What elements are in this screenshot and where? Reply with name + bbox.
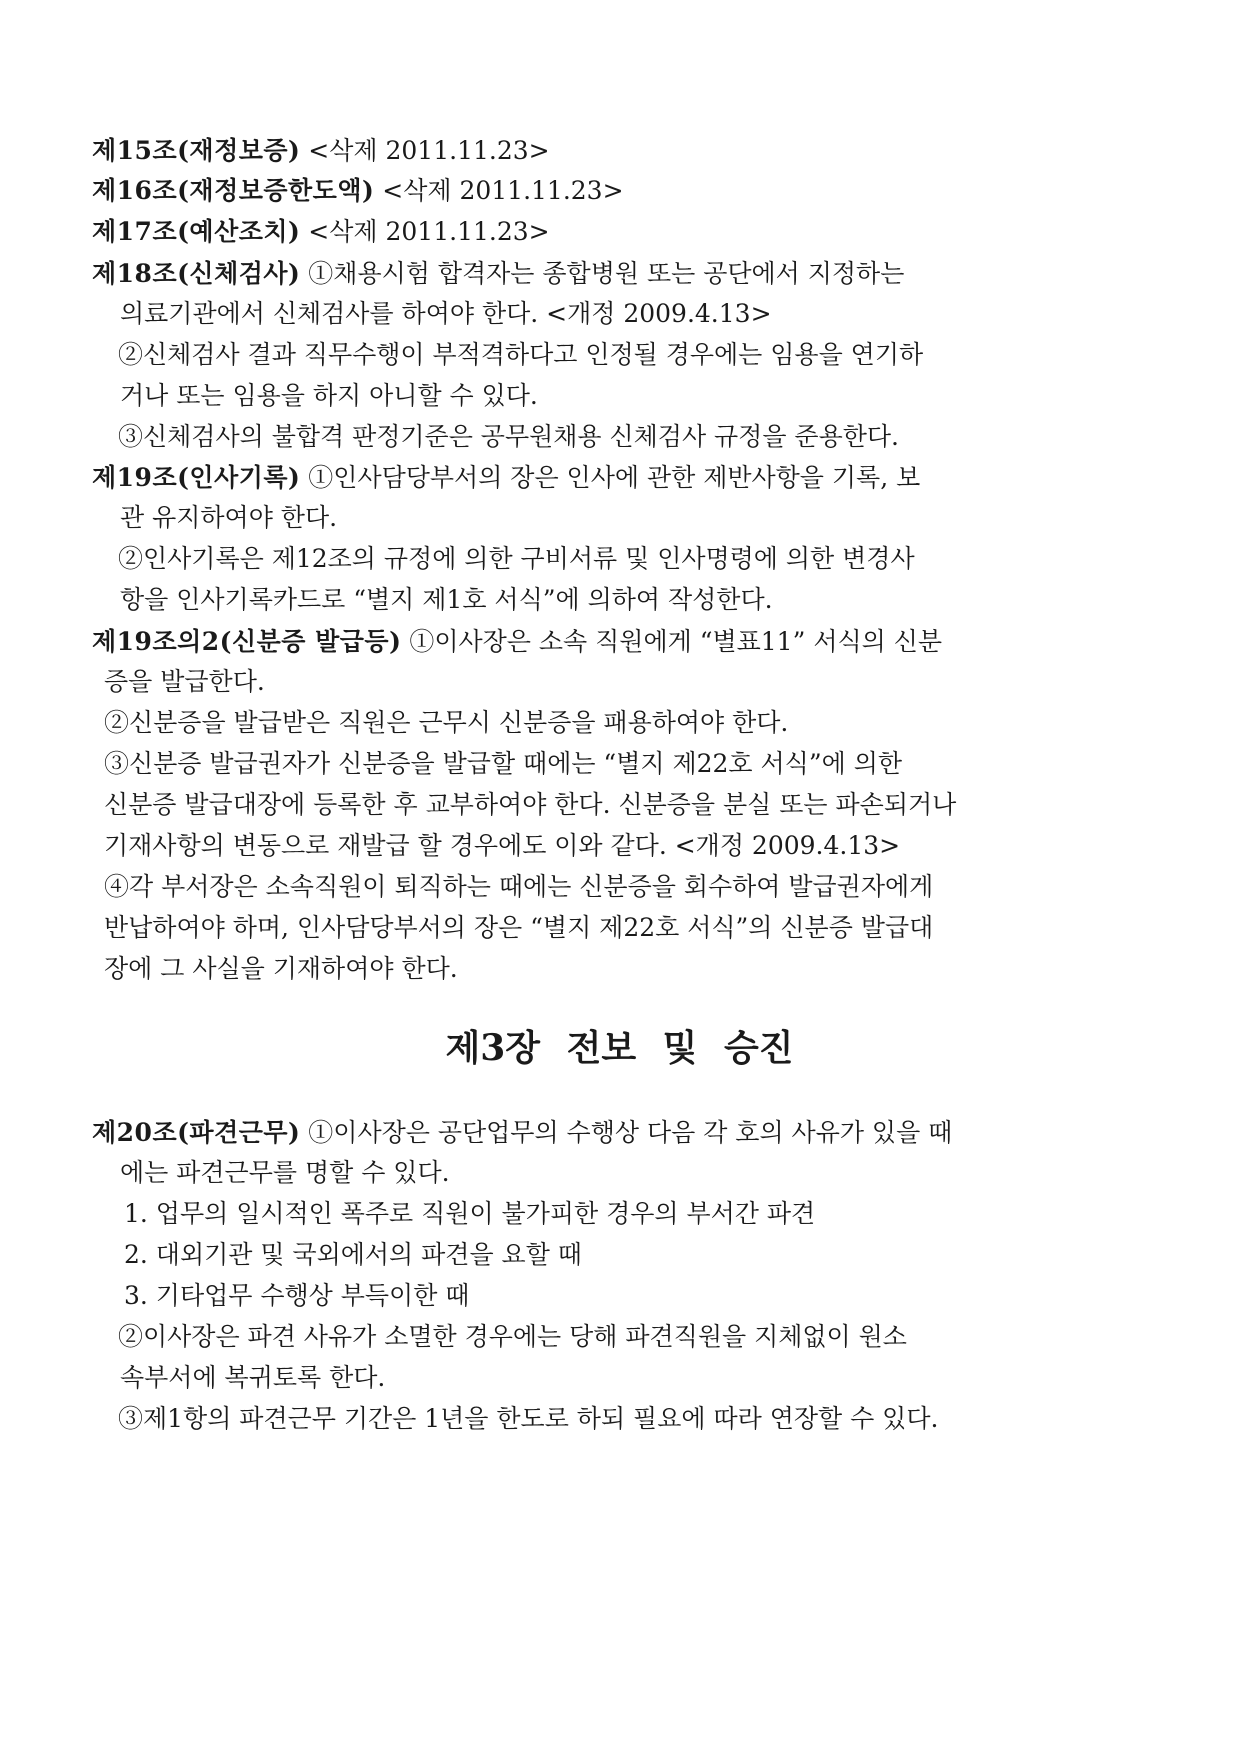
article-18-line-1: ①채용시험 합격자는 종합병원 또는 공단에서 지정하는 [300, 259, 905, 288]
article-18-line-4: 거나 또는 임용을 하지 아니할 수 있다. [120, 381, 538, 410]
article-19 [0, 458, 1239, 498]
article-20-item-1: 1. 업무의 일시적인 폭주로 직원이 불가피한 경우의 부서간 파견 [124, 1199, 816, 1228]
article-20-line-1: ①이사장은 공단업무의 수행상 다음 각 호의 사유가 있을 때 [300, 1118, 953, 1147]
article-18 [0, 254, 1239, 294]
article-19-2-line-8: 반납하여야 하며, 인사담당부서의 장은 “별지 제22호 서식”의 신분증 발급대 [104, 913, 934, 942]
article-17-heading: 제17조(예산조치) [92, 217, 301, 246]
article-20-line-6: ②이사장은 파견 사유가 소멸한 경우에는 당해 파견직원을 지체없이 원소 [118, 1322, 907, 1351]
article-15-text: <삭제 2011.11.23> [300, 136, 550, 165]
article-19-line-1: ①인사담당부서의 장은 인사에 관한 제반사항을 기록, 보 [300, 463, 921, 492]
article-17 [0, 212, 1239, 252]
article-15 [0, 131, 1239, 171]
article-20-heading: 제20조(파견근무) [92, 1118, 301, 1147]
article-15-heading: 제15조(재정보증) [92, 136, 301, 165]
article-18-line-2: 의료기관에서 신체검사를 하여야 한다. <개정 2009.4.13> [120, 299, 772, 328]
article-16-heading: 제16조(재정보증한도액) [92, 176, 375, 205]
article-19-2-line-2: 증을 발급한다. [104, 667, 265, 696]
article-19-2 [0, 622, 1239, 662]
article-19-line-3: ②인사기록은 제12조의 규정에 의한 구비서류 및 인사명령에 의한 변경사 [118, 544, 915, 573]
article-20 [0, 1113, 1239, 1153]
article-18-line-5: ③신체검사의 불합격 판정기준은 공무원채용 신체검사 규정을 준용한다. [118, 422, 899, 451]
chapter-3-heading: 제3장 전보 및 승진 [445, 1027, 794, 1069]
article-20-line-8: ③제1항의 파견근무 기간은 1년을 한도로 하되 필요에 따라 연장할 수 있다. [118, 1404, 939, 1433]
article-19-2-heading: 제19조의2(신분증 발급등) [92, 627, 402, 656]
article-18-line-3: ②신체검사 결과 직무수행이 부적격하다고 인정될 경우에는 임용을 연기하 [118, 340, 924, 369]
article-19-2-line-1: ①이사장은 소속 직원에게 “별표11” 서식의 신분 [401, 627, 943, 656]
article-16-text: <삭제 2011.11.23> [374, 176, 624, 205]
article-19-2-line-7: ④각 부서장은 소속직원이 퇴직하는 때에는 신분증을 회수하여 발급권자에게 [104, 872, 934, 901]
article-19-2-line-9: 장에 그 사실을 기재하여야 한다. [104, 954, 458, 983]
article-18-heading: 제18조(신체검사) [92, 259, 301, 288]
article-19-2-line-3: ②신분증을 발급받은 직원은 근무시 신분증을 패용하여야 한다. [104, 708, 789, 737]
article-20-item-3: 3. 기타업무 수행상 부득이한 때 [124, 1281, 470, 1310]
article-20-item-2: 2. 대외기관 및 국외에서의 파견을 요할 때 [124, 1240, 582, 1269]
article-19-line-4: 항을 인사기록카드로 “별지 제1호 서식”에 의하여 작성한다. [120, 585, 773, 614]
article-19-2-line-4: ③신분증 발급권자가 신분증을 발급할 때에는 “별지 제22호 서식”에 의한 [104, 749, 902, 778]
article-20-line-2: 에는 파견근무를 명할 수 있다. [120, 1158, 450, 1187]
article-17-text: <삭제 2011.11.23> [300, 217, 550, 246]
article-20-line-7: 속부서에 복귀토록 한다. [120, 1363, 386, 1392]
article-19-line-2: 관 유지하여야 한다. [120, 503, 338, 532]
article-19-2-line-6: 기재사항의 변동으로 재발급 할 경우에도 이와 같다. <개정 2009.4.13> [104, 831, 901, 860]
article-19-heading: 제19조(인사기록) [92, 463, 301, 492]
article-16 [0, 171, 1239, 211]
article-19-2-line-5: 신분증 발급대장에 등록한 후 교부하여야 한다. 신분증을 분실 또는 파손되거나 [104, 790, 957, 819]
